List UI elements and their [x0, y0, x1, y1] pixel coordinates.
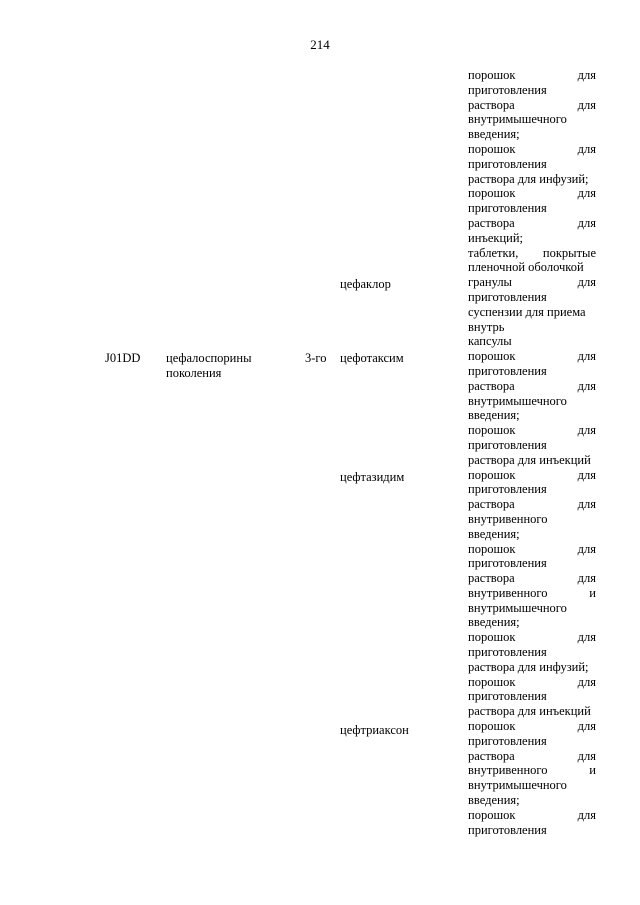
dosage-form-word: для	[577, 807, 596, 822]
drug-cefaclor: цефаклор	[340, 277, 391, 291]
dosage-form-line	[468, 186, 596, 201]
dosage-form-line	[468, 246, 596, 261]
dosage-form-line	[468, 320, 596, 335]
dosage-form-line	[468, 542, 596, 557]
dosage-form-word: приготовления	[468, 733, 547, 748]
dosage-form-line	[468, 763, 596, 778]
dosage-form-line	[468, 823, 596, 838]
dosage-form-word: порошок	[468, 630, 516, 645]
generation-label: 3-го	[305, 351, 327, 365]
dosage-form-word: приготовления	[468, 156, 547, 171]
dosage-form-line	[468, 142, 596, 157]
dosage-form-word: раствора для инфузий;	[468, 659, 589, 674]
dosage-form-line	[468, 349, 596, 364]
dosage-form-word: внутрь	[468, 319, 505, 334]
dosage-form-line	[468, 68, 596, 83]
dosage-form-word: таблетки,	[468, 245, 519, 260]
dosage-form-line	[468, 290, 596, 305]
dosage-form-line	[468, 408, 596, 423]
dosage-form-line	[468, 586, 596, 601]
group-name-line2: поколения	[166, 366, 222, 380]
dosage-form-word: внутривенного	[468, 585, 548, 600]
dosage-form-word: гранулы	[468, 275, 512, 290]
dosage-form-word: порошок	[468, 186, 516, 201]
dosage-form-line	[468, 689, 596, 704]
dosage-form-line	[468, 660, 596, 675]
dosage-form-line	[468, 275, 596, 290]
dosage-form-line	[468, 438, 596, 453]
dosage-form-word: для	[577, 97, 596, 112]
dosage-form-word: введения;	[468, 526, 520, 541]
dosage-form-line	[468, 808, 596, 823]
dosage-form-word: для	[577, 68, 596, 82]
dosage-form-line	[468, 675, 596, 690]
dosage-form-line	[468, 231, 596, 246]
drug-ceftazidime: цефтазидим	[340, 470, 405, 484]
dosage-form-word: для	[577, 349, 596, 364]
dosage-form-word: раствора	[468, 378, 515, 393]
dosage-form-word: для	[577, 141, 596, 156]
dosage-form-word: приготовления	[468, 556, 547, 571]
atc-code: J01DD	[105, 351, 141, 365]
dosage-form-line	[468, 201, 596, 216]
dosage-form-word: для	[577, 674, 596, 689]
dosage-form-word: введения;	[468, 615, 520, 630]
dosage-form-line	[468, 453, 596, 468]
dosage-form-word: внутримышечного	[468, 600, 567, 615]
dosage-form-word: и	[589, 585, 596, 600]
dosage-form-word: пленочной оболочкой	[468, 260, 584, 275]
dosage-form-word: раствора	[468, 97, 515, 112]
dosage-form-word: приготовления	[468, 482, 547, 497]
dosage-form-word: приготовления	[468, 689, 547, 704]
dosage-form-word: внутримышечного	[468, 393, 567, 408]
dosage-form-line	[468, 468, 596, 483]
dosage-form-line	[468, 734, 596, 749]
dosage-form-line	[468, 157, 596, 172]
dosage-form-line	[468, 112, 596, 127]
dosage-form-word: порошок	[468, 467, 516, 482]
dosage-form-word: внутривенного	[468, 763, 548, 778]
dosage-form-word: раствора для инъекций	[468, 452, 591, 467]
dosage-form-word: раствора	[468, 497, 515, 512]
dosage-form-line	[468, 601, 596, 616]
dosage-form-line	[468, 719, 596, 734]
dosage-forms-column	[468, 68, 596, 837]
dosage-form-line	[468, 260, 596, 275]
dosage-form-word: для	[577, 215, 596, 230]
dosage-form-line	[468, 615, 596, 630]
dosage-form-word: порошок	[468, 349, 516, 364]
dosage-form-word: раствора	[468, 748, 515, 763]
dosage-form-word: для	[577, 423, 596, 438]
dosage-form-word: покрытые	[542, 245, 596, 260]
page-number: 214	[310, 37, 330, 52]
dosage-form-word: раствора	[468, 215, 515, 230]
drug-ceftriaxone: цефтриаксон	[340, 723, 409, 737]
dosage-form-word: приготовления	[468, 437, 547, 452]
dosage-form-word: введения;	[468, 793, 520, 808]
dosage-form-word: капсулы	[468, 334, 512, 349]
dosage-form-word: порошок	[468, 68, 516, 82]
dosage-form-word: раствора для инфузий;	[468, 171, 589, 186]
dosage-form-word: раствора для инъекций	[468, 704, 591, 719]
dosage-form-line	[468, 98, 596, 113]
dosage-form-line	[468, 645, 596, 660]
dosage-form-word: для	[577, 497, 596, 512]
dosage-form-word: инъекций;	[468, 230, 524, 245]
dosage-form-word: введения;	[468, 127, 520, 142]
dosage-form-line	[468, 172, 596, 187]
dosage-form-word: для	[577, 748, 596, 763]
dosage-form-line	[468, 305, 596, 320]
dosage-form-word: и	[589, 763, 596, 778]
dosage-form-line	[468, 83, 596, 98]
dosage-form-word: внутримышечного	[468, 778, 567, 793]
dosage-form-word: приготовления	[468, 82, 547, 97]
dosage-form-word: для	[577, 719, 596, 734]
dosage-form-word: для	[577, 378, 596, 393]
dosage-form-line	[468, 512, 596, 527]
dosage-form-word: порошок	[468, 141, 516, 156]
dosage-form-word: внутривенного	[468, 511, 548, 526]
dosage-form-word: суспензии для приема	[468, 304, 586, 319]
dosage-form-line	[468, 216, 596, 231]
dosage-form-word: внутримышечного	[468, 112, 567, 127]
dosage-form-line	[468, 571, 596, 586]
dosage-form-word: для	[577, 541, 596, 556]
dosage-form-word: приготовления	[468, 201, 547, 216]
dosage-form-word: порошок	[468, 541, 516, 556]
dosage-form-word: для	[577, 467, 596, 482]
dosage-form-word: порошок	[468, 423, 516, 438]
dosage-form-line	[468, 379, 596, 394]
dosage-form-word: раствора	[468, 571, 515, 586]
dosage-form-word: порошок	[468, 674, 516, 689]
dosage-form-word: для	[577, 186, 596, 201]
dosage-form-line	[468, 334, 596, 349]
dosage-form-line	[468, 127, 596, 142]
drug-cefotaxime: цефотаксим	[340, 351, 404, 365]
dosage-form-line	[468, 364, 596, 379]
dosage-form-word: для	[577, 275, 596, 290]
dosage-form-word: для	[577, 630, 596, 645]
dosage-form-word: порошок	[468, 807, 516, 822]
dosage-form-line	[468, 778, 596, 793]
dosage-form-word: приготовления	[468, 363, 547, 378]
dosage-form-line	[468, 630, 596, 645]
dosage-form-line	[468, 793, 596, 808]
dosage-form-line	[468, 423, 596, 438]
group-name-line1: цефалоспорины	[166, 351, 252, 365]
dosage-form-word: приготовления	[468, 822, 547, 837]
dosage-form-word: порошок	[468, 719, 516, 734]
dosage-form-line	[468, 394, 596, 409]
dosage-form-line	[468, 704, 596, 719]
dosage-form-word: приготовления	[468, 289, 547, 304]
dosage-form-word: введения;	[468, 408, 520, 423]
dosage-form-line	[468, 749, 596, 764]
dosage-form-word: приготовления	[468, 645, 547, 660]
dosage-form-line	[468, 482, 596, 497]
dosage-form-line	[468, 556, 596, 571]
dosage-form-line	[468, 527, 596, 542]
dosage-form-word: для	[577, 571, 596, 586]
dosage-form-line	[468, 497, 596, 512]
